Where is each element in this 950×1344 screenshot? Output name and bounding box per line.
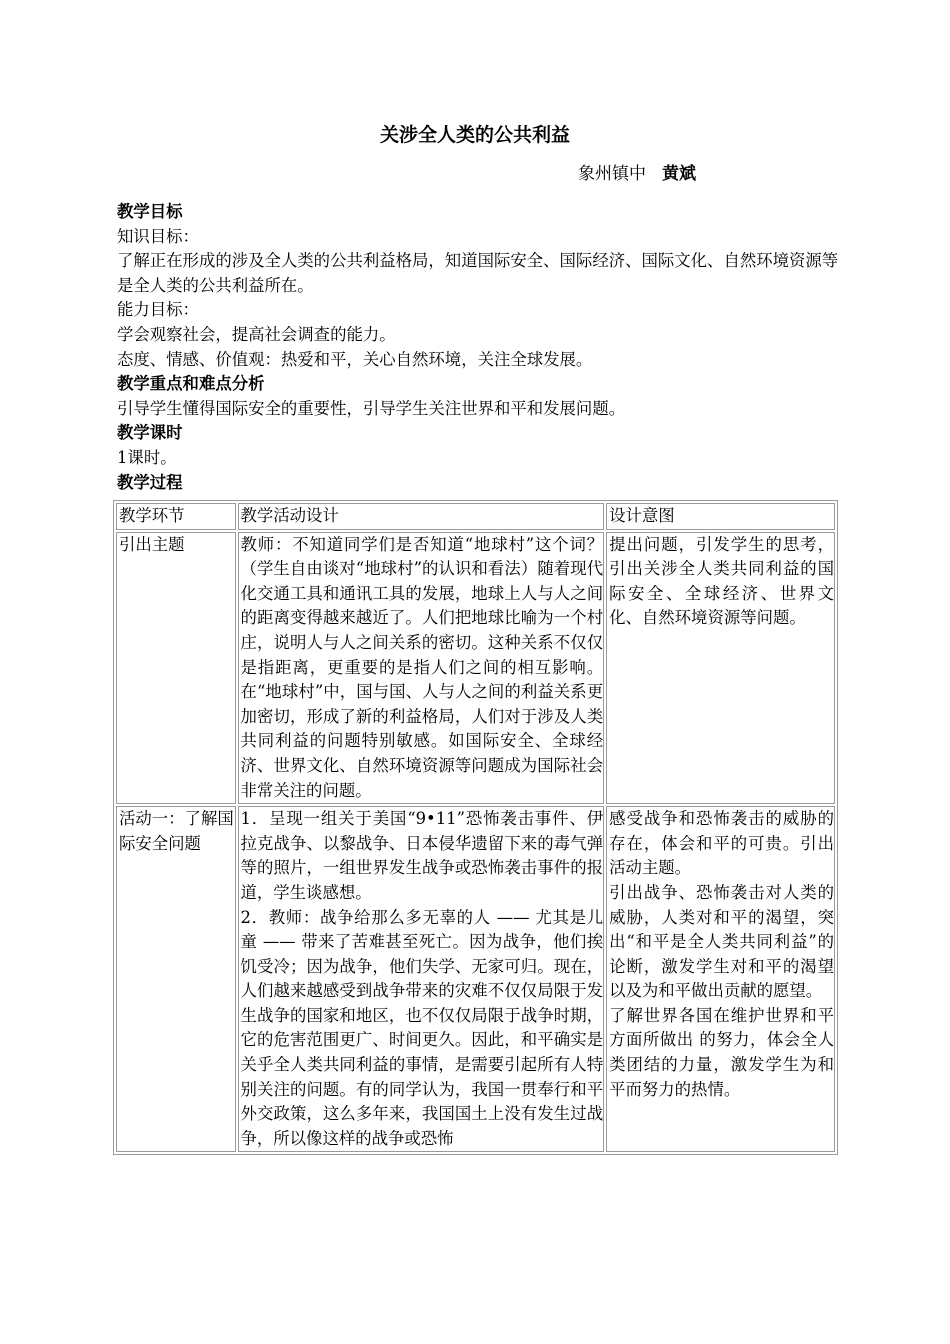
table-row: [116, 532, 835, 805]
header-activity: 教学活动设计: [238, 503, 605, 530]
intent-paragraph: 感受战争和恐怖袭击的威胁的存在，体会和平的可贵。引出活动主题。: [609, 809, 834, 878]
table-header-row: [116, 503, 835, 530]
process-heading: 教学过程: [117, 472, 183, 492]
activity-paragraph: 教师：不知道同学们是否知道“地球村”这个词？（学生自由谈对“地球村”的认识和看法）随着现代化交通工具和通讯工具的发展，地球上人与人之间的距离变得越来越近了。人们把地球比喻为一个村庄，说明人与人之间关系的密切。这种关系不仅仅是指距离，更重要的是指人们之间的相互影响。在“地球村”中，国与国、人与人之间的利益关系更加密切，形成了新的利益格局，人们对于涉及人类共同利益的问题特别敏感。如国际安全、全球经济、世界文化、自然环境资源等问题成为国际社会非常关注的问题。: [240, 534, 604, 800]
ability-label: 能力目标：: [117, 300, 199, 320]
row-activity: [238, 806, 605, 1152]
intent-paragraph: 了解世界各国在维护世界和平方面所做出 的努力，体会全人类团结的力量，激发学生为和平而努力的热情。: [609, 1005, 834, 1099]
knowledge-text: 了解正在形成的涉及全人类的公共利益格局，知道国际安全、国际经济、国际文化、自然环境资源等是全人类的公共利益所在。: [117, 251, 839, 295]
row-intent: [606, 532, 835, 805]
hours-heading: 教学课时: [117, 423, 183, 443]
document-body: [117, 200, 847, 495]
attitude-text: 态度、情感、价值观：热爱和平，关心自然环境，关注全球发展。: [117, 349, 593, 369]
header-intent: 设计意图: [606, 503, 835, 530]
author-name: 黄斌: [662, 164, 696, 184]
row-activity: [238, 532, 605, 805]
focus-text: 引导学生懂得国际安全的重要性，引导学生关注世界和平和发展问题。: [117, 398, 626, 418]
hours-text: 1课时。: [117, 447, 177, 467]
knowledge-label: 知识目标：: [117, 226, 199, 246]
intent-paragraph: 引出战争、恐怖袭击对人类的威胁，人类对和平的渴望，突出“和平是全人类共同利益”的论断，激发学生对和平的渴望以及为和平做出贡献的愿望。: [609, 882, 834, 1001]
row-stage: 引出主题: [116, 532, 236, 805]
teaching-process-table: [113, 500, 838, 1155]
row-stage: 活动一：了解国际安全问题: [116, 806, 236, 1152]
ability-text: 学会观察社会，提高社会调查的能力。: [117, 324, 396, 344]
document-title: 关涉全人类的公共利益: [379, 124, 570, 146]
intent-paragraph: 提出问题，引发学生的思考，引出关涉全人类共同利益的国际安全、全球经济、世界文化、自然环境资源等问题。: [609, 534, 834, 628]
focus-heading: 教学重点和难点分析: [117, 374, 265, 394]
activity-paragraph: 2．教师：战争给那么多无辜的人 —— 尤其是儿童 —— 带来了苦难甚至死亡。因为战争，他们挨饥受冷；因为战争，他们失学、无家可归。现在，人们越来越感受到战争带来的灾难不仅仅局限于发生战争的国家和地区，也不仅仅局限于战争时期，它的危害范围更广、时间更久。因此，和平确实是关乎全人类共同利益的事情，是需要引起所有人特别关注的问题。有的同学认为，我国一贯奉行和平外交政策，这么多年来，我国国土上没有发生过战争，所以像这样的战争或恐怖: [240, 907, 604, 1148]
table-row: [116, 806, 835, 1152]
author-school: 象州镇中: [578, 164, 646, 184]
header-stage: 教学环节: [116, 503, 236, 530]
author-line: [578, 162, 696, 186]
row-intent: [606, 806, 835, 1152]
activity-paragraph: 1．呈现一组关于美国“9•11”恐怖袭击事件、伊拉克战争、以黎战争、日本侵华遗留下来的毒气弹等的照片，一组世界发生战争或恐怖袭击事件的报道，学生谈感想。: [240, 809, 604, 902]
goals-heading: 教学目标: [117, 202, 183, 221]
